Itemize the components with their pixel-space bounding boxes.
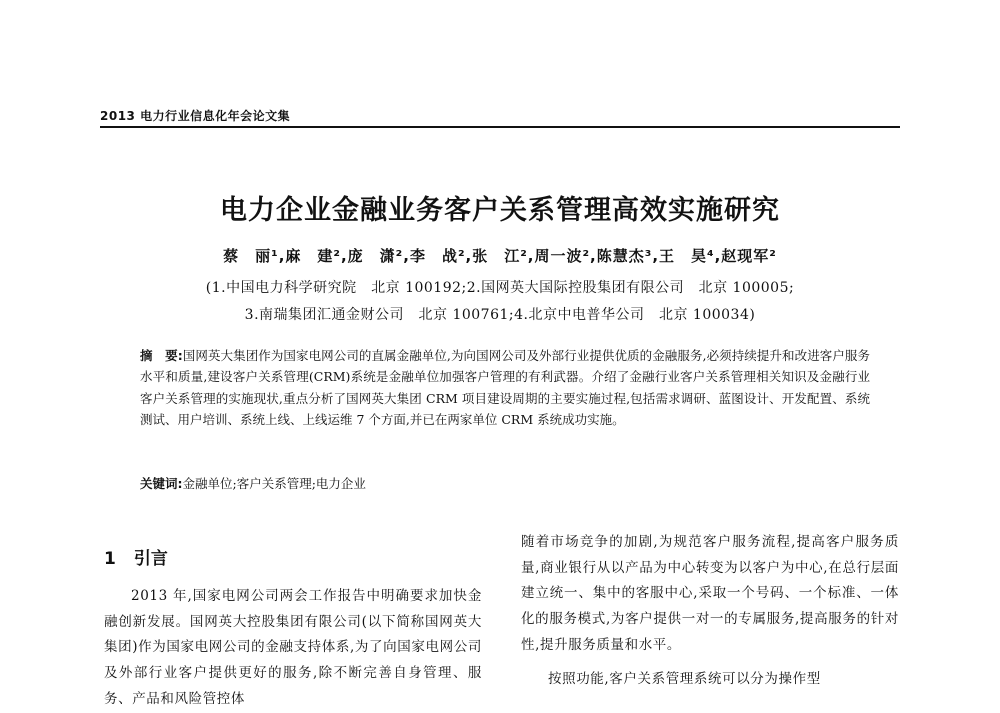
- section-title: 引言: [133, 549, 168, 569]
- section-number: 1: [104, 549, 116, 569]
- abstract-label: 摘 要:: [140, 348, 183, 363]
- affiliation-line-1: (1.中国电力科学研究院 北京 100192;2.国网英大国际控股集团有限公司 北京 100005;: [205, 280, 795, 296]
- keywords-text: 金融单位;客户关系管理;电力企业: [182, 476, 366, 491]
- running-head: 2013 电力行业信息化年会论文集: [100, 109, 291, 123]
- abstract-text: 国网英大集团作为国家电网公司的直属金融单位,为向国网公司及外部行业提供优质的金融服务,必须持续提升和改进客户服务水平和质量,建设客户关系管理(CRM)系统是金融单位加强客户管理的有利武器。介绍了金融行业客户关系管理相关知识及金融行业客户关系管理的实施现状,重点分析了国网英大集团 CRM 项目建设周期的主要实施过程,包括需求调研、蓝图设计、开发配置、系统测试、用户培训、系统上线、上线运维 7 个方面,并已在两家单位 CRM 系统成功实施。: [140, 348, 870, 427]
- keywords: [140, 474, 870, 494]
- body-paragraph: 按照功能,客户关系管理系统可以分为操作型: [548, 670, 821, 687]
- affiliation-line-2: 3.南瑞集团汇通金财公司 北京 100761;4.北京中电普华公司 北京 100034): [244, 307, 756, 323]
- body-column-right: [521, 530, 899, 692]
- abstract: [140, 345, 870, 430]
- header-rule: [100, 126, 900, 128]
- body-column-left: [104, 584, 482, 713]
- paper-title: 电力企业金融业务客户关系管理高效实施研究: [220, 195, 780, 226]
- body-paragraph: 2013 年,国家电网公司两会工作报告中明确要求加快金融创新发展。国网英大控股集团有限公司(以下简称国网英大集团)作为国家电网公司的金融支持体系,为了向国家电网公司及外部行业客户提供更好的服务,除不断完善自身管理、服务、产品和风险管控体: [104, 588, 482, 707]
- author-list: 蔡 丽¹,麻 建²,庞 潇²,李 战²,张 江²,周一波²,陈慧杰³,王 昊⁴,赵现军²: [223, 247, 777, 265]
- section-heading: [104, 544, 168, 569]
- body-paragraph: 随着市场竞争的加剧,为规范客户服务流程,提高客户服务质量,商业银行从以产品为中心转变为以客户为中心,在总行层面建立统一、集中的客服中心,采取一个号码、一个标准、一体化的服务模式,为客户提供一对一的专属服务,提高服务的针对性,提升服务质量和水平。: [521, 534, 899, 653]
- keywords-label: 关键词:: [140, 476, 183, 491]
